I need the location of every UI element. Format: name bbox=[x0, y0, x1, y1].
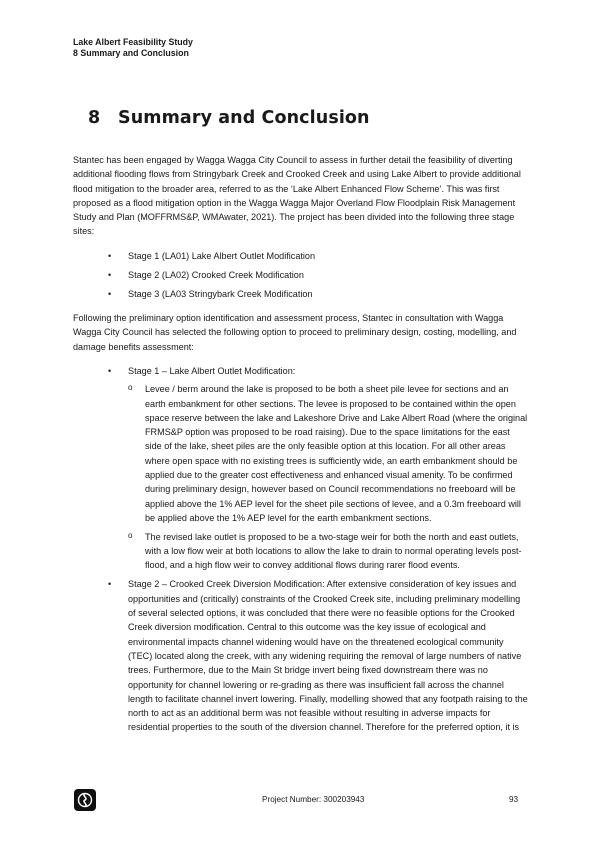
header-section-title: 8 Summary and Conclusion bbox=[73, 48, 189, 58]
list-item-stage2: • Stage 2 – Crooked Creek Diversion Modification: After extensive consideration of key issues and opportunities and (critically) constraints of the Crooked Creek site, including preliminary modelling of several selected options, it was concluded that there were no feasible options for the Crooked Creek diversion modification. Central to this outcome was the key issue of ecological and environmental impacts channel widening would have on the threatened ecological community (TEC) located along the creek, with any widening requiring the removal of large numbers of native trees. Furthermore, due to the Main St bridge invert being fixed downstream there was no opportunity for channel lowering or re-grading as there was insufficient fall across the channel length to facilitate channel invert lowering. Finally, modelling showed that any footpath raising to the north to act as an additional berm was not feasible without resulting in adverse impacts for residential properties to the south of the diversion channel. Therefore for the preferred option, it is bbox=[73, 577, 528, 734]
header-document-title: Lake Albert Feasibility Study bbox=[73, 37, 193, 47]
running-header bbox=[73, 37, 193, 59]
stage1-title: Stage 1 – Lake Albert Outlet Modification: bbox=[128, 365, 296, 376]
list-item-stage1 bbox=[73, 364, 528, 573]
sublist-item: o Levee / berm around the lake is proposed to be both a sheet pile levee for sections and an earth embankment for other sections. The levee is proposed to be contained within the open space reserve between the lake and Lakeshore Drive and Lake Albert Road (where the original FRMS&P option was proposed to be road raising). Due to the space limitations for the east side of the lake, sheet piles are the only feasible option at this location. For all other areas where open space with no existing trees is sufficiently wide, an earth embankment should be applied due to the greater cost effectiveness and enhanced visual amenity. To be confirmed during preliminary design, however based on Council recommendations no freeboard will be applied above the 1% AEP level for the sheet pile sections of levee, and a 0.3m freeboard will be applied above the 1% AEP level for the earth embankment sections. bbox=[128, 382, 528, 525]
body-content bbox=[73, 153, 528, 739]
stantec-logo-icon bbox=[74, 789, 96, 811]
selection-paragraph: Following the preliminary option identification and assessment process, Stantec in consultation with Wagga Wagga City Council has selected the following option to proceed to preliminary design, costing, modelling, and damage benefits assessment: bbox=[73, 313, 517, 352]
section-title: Summary and Conclusion bbox=[118, 108, 370, 128]
section-number: 8 bbox=[88, 108, 101, 128]
stage1-sublist bbox=[128, 382, 528, 573]
page-number: 93 bbox=[509, 795, 519, 804]
list-item: • Stage 3 (LA03 Stringybark Creek Modification bbox=[73, 287, 528, 301]
list-item: • Stage 1 (LA01) Lake Albert Outlet Modification bbox=[73, 249, 528, 263]
section-heading bbox=[88, 108, 370, 128]
option-list bbox=[73, 364, 528, 735]
page-footer bbox=[0, 789, 599, 819]
sublist-item: o The revised lake outlet is proposed to be a two-stage weir for both the north and east outlets, with a low flow weir at both locations to allow the lake to drain to normal operating levels post-flood, and a high flow weir to convey additional flows during rarer flood events. bbox=[128, 530, 528, 573]
intro-paragraph: Stantec has been engaged by Wagga Wagga City Council to assess in further detail the feasibility of diverting additional flooding flows from Stringybark Creek and Crooked Creek and using Lake Albert to provide additional flood mitigation to the broader area, referred to as the ‘Lake Albert Enhanced Flow Scheme’. This was first proposed as a flood mitigation option in the Wagga Wagga Major Overland Flow Floodplain Risk Management Study and Plan (MOFFRMS&P, WMAwater, 2021). The project has been divided into the following three stage sites: bbox=[73, 155, 521, 237]
list-item: • Stage 2 (LA02) Crooked Creek Modification bbox=[73, 268, 528, 282]
stage-list bbox=[73, 249, 528, 301]
project-number: Project Number: 300203943 bbox=[262, 795, 365, 804]
